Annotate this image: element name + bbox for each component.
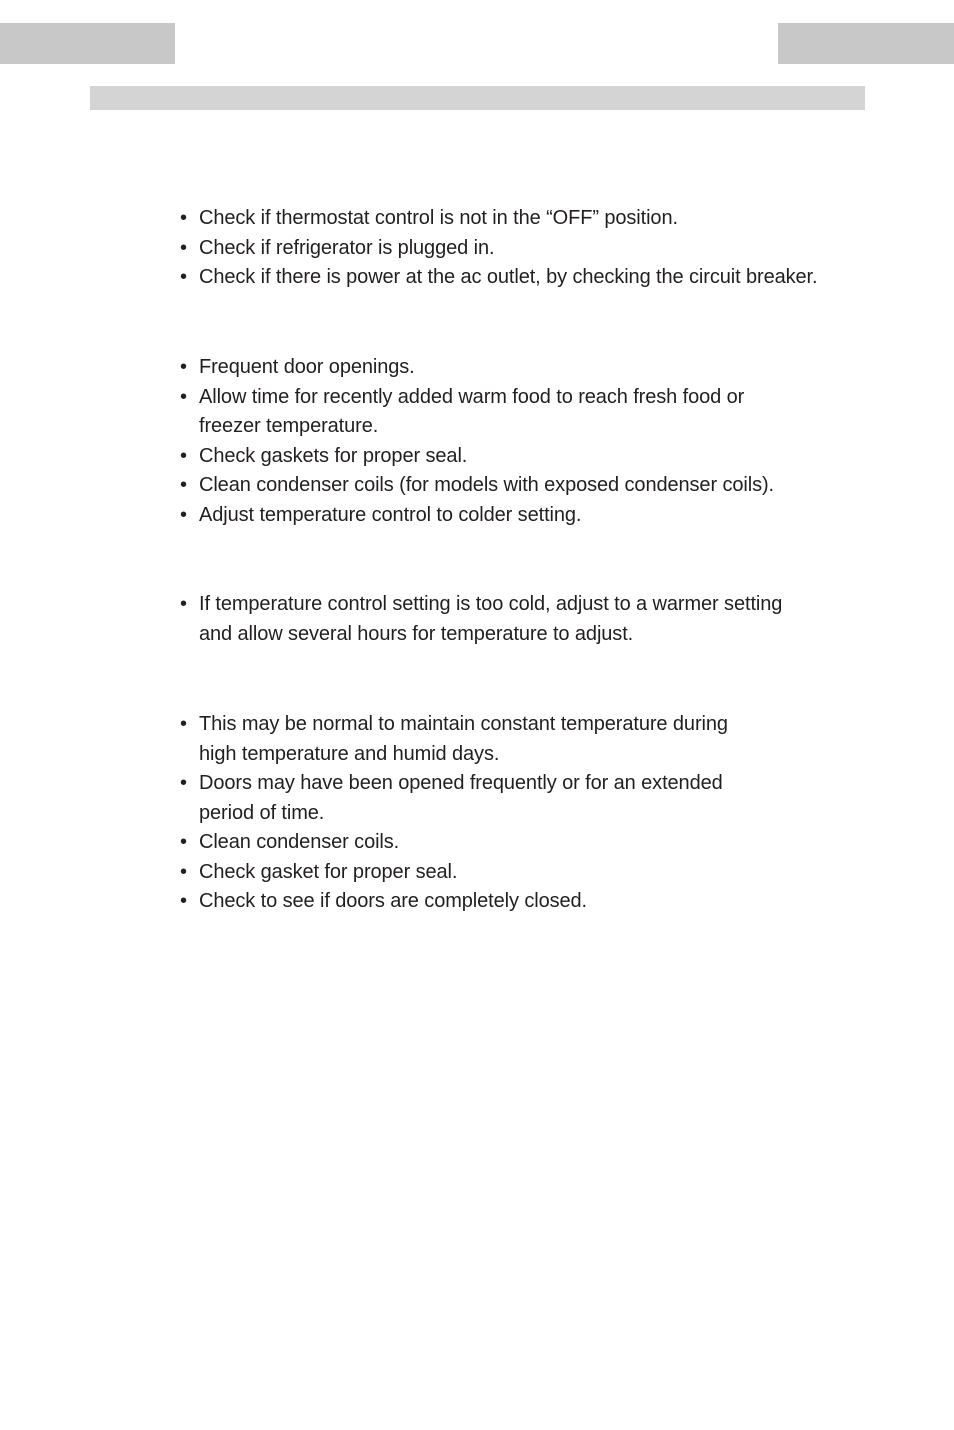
list-item [180,471,774,501]
list-item [180,263,817,293]
list-item-text: If temperature control setting is too cold, adjust to a warmer setting and allow several hours for temperature to adjust. [199,593,783,645]
header-tab-left [0,23,175,64]
list-item-text: Check if there is power at the ac outlet, by checking the circuit breaker. [199,266,818,288]
bullet: • [180,503,187,526]
bullet: • [180,593,187,615]
list-item-text: Clean condenser coils (for models with exposed condenser coils). [199,474,774,496]
list-item-text: Adjust temperature control to colder setting. [199,503,582,526]
bullet: • [180,266,187,288]
list-item [180,234,817,264]
list-item-text: Check gaskets for proper seal. [199,444,468,467]
list-item [180,501,774,531]
list-item [180,769,728,828]
troubleshooting-section-no-power [180,204,817,293]
list-item-text: Clean condenser coils. [199,831,400,853]
list-item-text: Check if refrigerator is plugged in. [199,236,495,259]
section-header-bar [90,86,865,110]
list-item [180,442,774,472]
list-item-text: This may be normal to maintain constant temperature during high temperature and humid days. [199,713,728,765]
list-item-text: Doors may have been opened frequently or for an extended period of time. [199,772,723,824]
list-item [180,204,817,234]
bullet: • [180,207,187,229]
list-item [180,353,774,383]
list-item-text: Allow time for recently added warm food to reach fresh food or freezer temperature. [199,385,745,437]
list-item-text: Check to see if doors are completely closed. [199,890,588,912]
bullet: • [180,831,187,853]
bullet: • [180,236,187,259]
troubleshooting-section-runs-too-frequently [180,710,728,917]
bullet: • [180,385,187,408]
bullet: • [180,356,187,378]
list-item [180,828,728,858]
bullet: • [180,713,187,735]
list-item [180,590,782,649]
list-item [180,887,728,917]
bullet: • [180,860,187,883]
bullet: • [180,474,187,496]
list-item-text: Frequent door openings. [199,356,415,378]
list-item-text: Check if thermostat control is not in the “OFF” position. [199,207,678,229]
bullet: • [180,444,187,467]
list-item [180,710,728,769]
list-item [180,858,728,888]
troubleshooting-section-too-cold [180,590,782,649]
bullet: • [180,772,187,794]
list-item-text: Check gasket for proper seal. [199,860,458,883]
bullet: • [180,890,187,912]
header-tab-right [778,23,954,64]
list-item [180,383,774,442]
troubleshooting-section-not-cold-enough [180,353,774,530]
